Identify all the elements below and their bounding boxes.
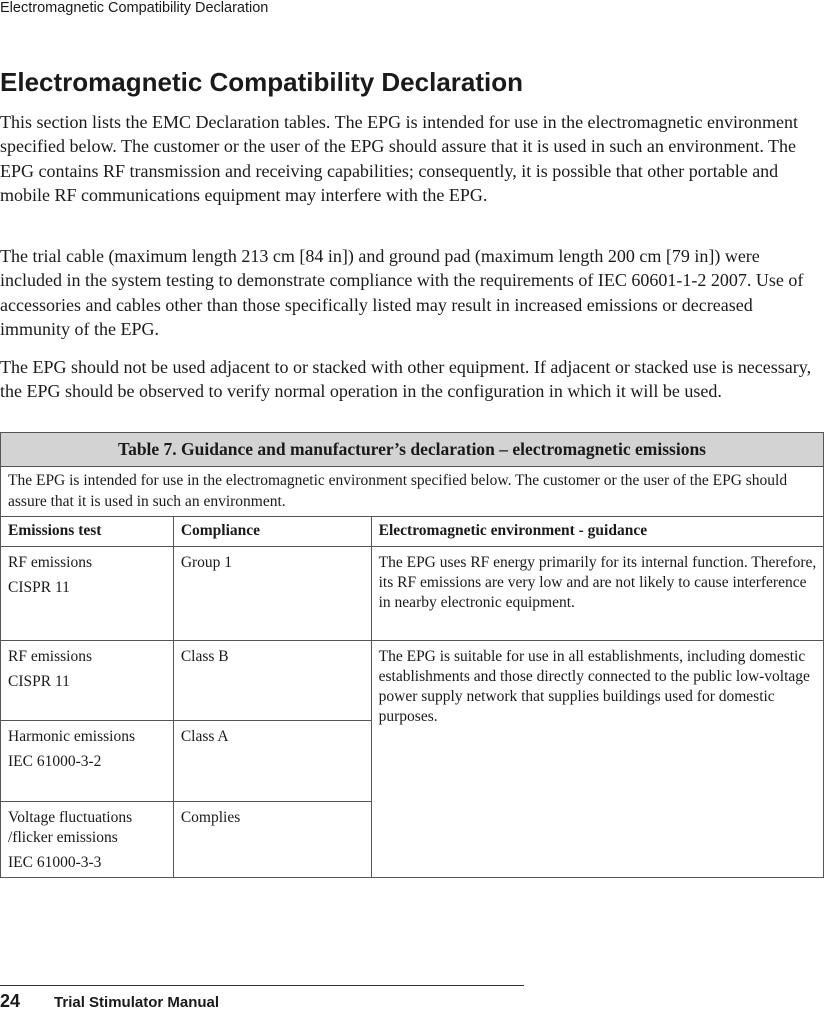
column-header-emissions-test: Emissions test [1, 517, 174, 547]
page-number: 24 [0, 991, 21, 1011]
column-header-guidance: Electromagnetic environment - guidance [371, 517, 823, 547]
test-standard: CISPR 11 [8, 673, 70, 690]
table-intro: The EPG is intended for use in the electromagnetic environment specified below. The customer or the user of the EPG should assure that it is used in such an environment. [1, 467, 824, 517]
test-name: RF emissions [8, 648, 92, 665]
footer-rule [0, 985, 524, 986]
emissions-table [0, 432, 824, 878]
compliance-cell: Complies [173, 802, 371, 878]
page-title: Electromagnetic Compatibility Declaration [0, 67, 524, 97]
emissions-test-cell [1, 802, 174, 878]
running-header: Electromagnetic Compatibility Declaration [0, 0, 269, 16]
compliance-cell: Class B [173, 641, 371, 721]
emissions-test-cell [1, 641, 174, 721]
test-name-continued: /flicker emissions [8, 829, 118, 846]
test-name: Voltage fluctuations [8, 809, 133, 826]
guidance-cell: The EPG uses RF energy primarily for its internal function. Therefore, its RF emissions are very low and are not likely to cause interference in nearby electronic equipment. [371, 547, 823, 641]
emissions-test-cell [1, 547, 174, 641]
stacking-paragraph: The EPG should not be used adjacent to or stacked with other equipment. If adjacent or stacked use is necessary, the EPG should be observed to verify normal operation in the configuration in which it will be used. [0, 357, 812, 402]
compliance-cell: Class A [173, 721, 371, 802]
table-caption: Table 7. Guidance and manufacturer’s declaration – electromagnetic emissions [1, 433, 824, 467]
table-row [1, 547, 824, 641]
test-name: RF emissions [8, 554, 92, 571]
cable-paragraph: The trial cable (maximum length 213 cm [84 in]) and ground pad (maximum length 200 cm [79 in]) were included in the system testing to demonstrate compliance with the requirements of IEC 60601-1-2 2007. Use of accessories and cables other than those specifically listed may result in increased emissions or decreased immunity of the EPG. [0, 246, 804, 339]
intro-paragraph: This section lists the EMC Declaration tables. The EPG is intended for use in the electromagnetic environment specified below. The customer or the user of the EPG should assure that it is used in such an environment. The EPG contains RF transmission and receiving capabilities; consequently, it is possible that other portable and mobile RF communications equipment may interfere with the EPG. [0, 112, 798, 205]
test-name: Harmonic emissions [8, 728, 135, 745]
test-standard: CISPR 11 [8, 579, 70, 596]
manual-title: Trial Stimulator Manual [54, 994, 220, 1011]
guidance-cell: The EPG is suitable for use in all establishments, including domestic establishments and those directly connected to the public low-voltage power supply network that supplies buildings used for domestic purposes. [371, 641, 823, 878]
test-standard: IEC 61000-3-2 [8, 753, 102, 770]
emissions-test-cell [1, 721, 174, 802]
table-row [1, 641, 824, 721]
column-header-compliance: Compliance [173, 517, 371, 547]
page-footer [0, 991, 219, 1012]
compliance-cell: Group 1 [173, 547, 371, 641]
test-standard: IEC 61000-3-3 [8, 854, 102, 871]
